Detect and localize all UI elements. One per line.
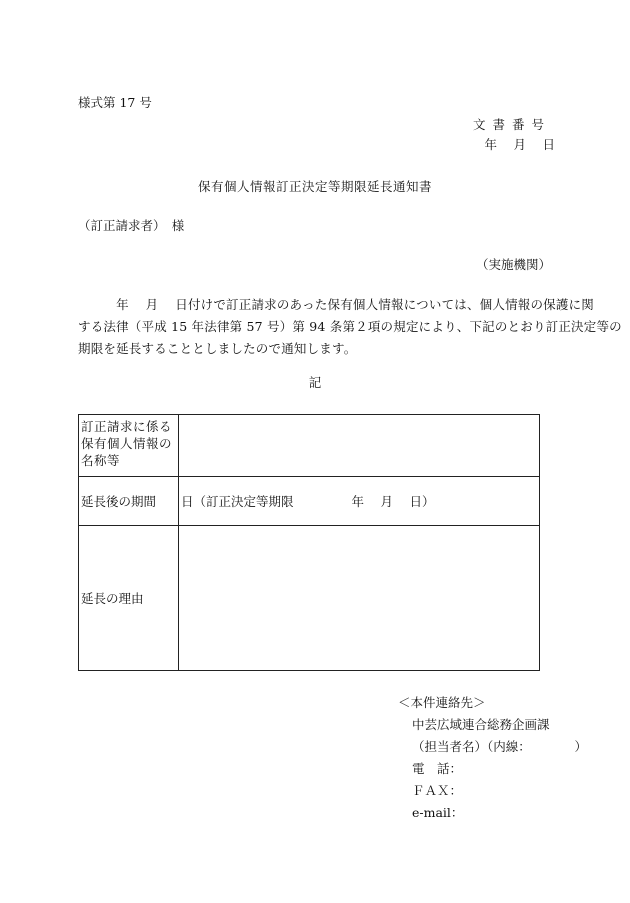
contact-person: （担当者名）（内線： ） [412,739,588,754]
contact-email: e-mail： [412,805,464,820]
extended-period-prefix: 日（訂正決定等期限 [181,493,294,509]
contact-phone: 電 話： [412,761,463,776]
contact-heading: ＜本件連絡先＞ [398,695,486,710]
addressee: （訂正請求者） 様 [78,218,185,233]
info-name-value [179,415,540,477]
extended-period-label: 延長後の期間 [79,477,179,526]
contact-fax: ＦＡＸ： [412,783,463,798]
body-line-1: 年 月 日付けで訂正請求のあった保有個人情報については、個人情報の保護に関 [78,297,594,312]
info-name-label-text: 訂正請求に係る保有個人情報の名称等 [81,419,173,468]
detail-table [78,414,540,671]
body-line-2: する法律（平成 15 年法律第 57 号）第 94 条第２項の規定により、下記のとおり訂正決定等の [78,319,622,334]
extended-period-date: 年 月 日） [351,493,435,509]
body-paragraph [78,294,622,360]
table-row [79,477,540,526]
issuing-agency: （実施機関） [475,257,551,272]
document-number-label: 文書番号 [472,117,551,132]
extended-period-value [179,477,540,526]
contact-block [398,692,587,824]
body-line-3: 期限を延長することとしましたので通知します。 [78,341,357,356]
info-name-label [79,415,179,477]
page-title: 保有個人情報訂正決定等期限延長通知書 [197,179,432,194]
form-number: 様式第 17 号 [78,95,152,110]
extension-reason-value [179,526,540,671]
ki-heading: 記 [308,375,322,390]
extension-reason-label: 延長の理由 [79,526,179,671]
table-row [79,526,540,671]
document-date-label: 年 月 日 [484,137,557,152]
table-row [79,415,540,477]
contact-department: 中芸広域連合総務企画課 [412,717,550,732]
